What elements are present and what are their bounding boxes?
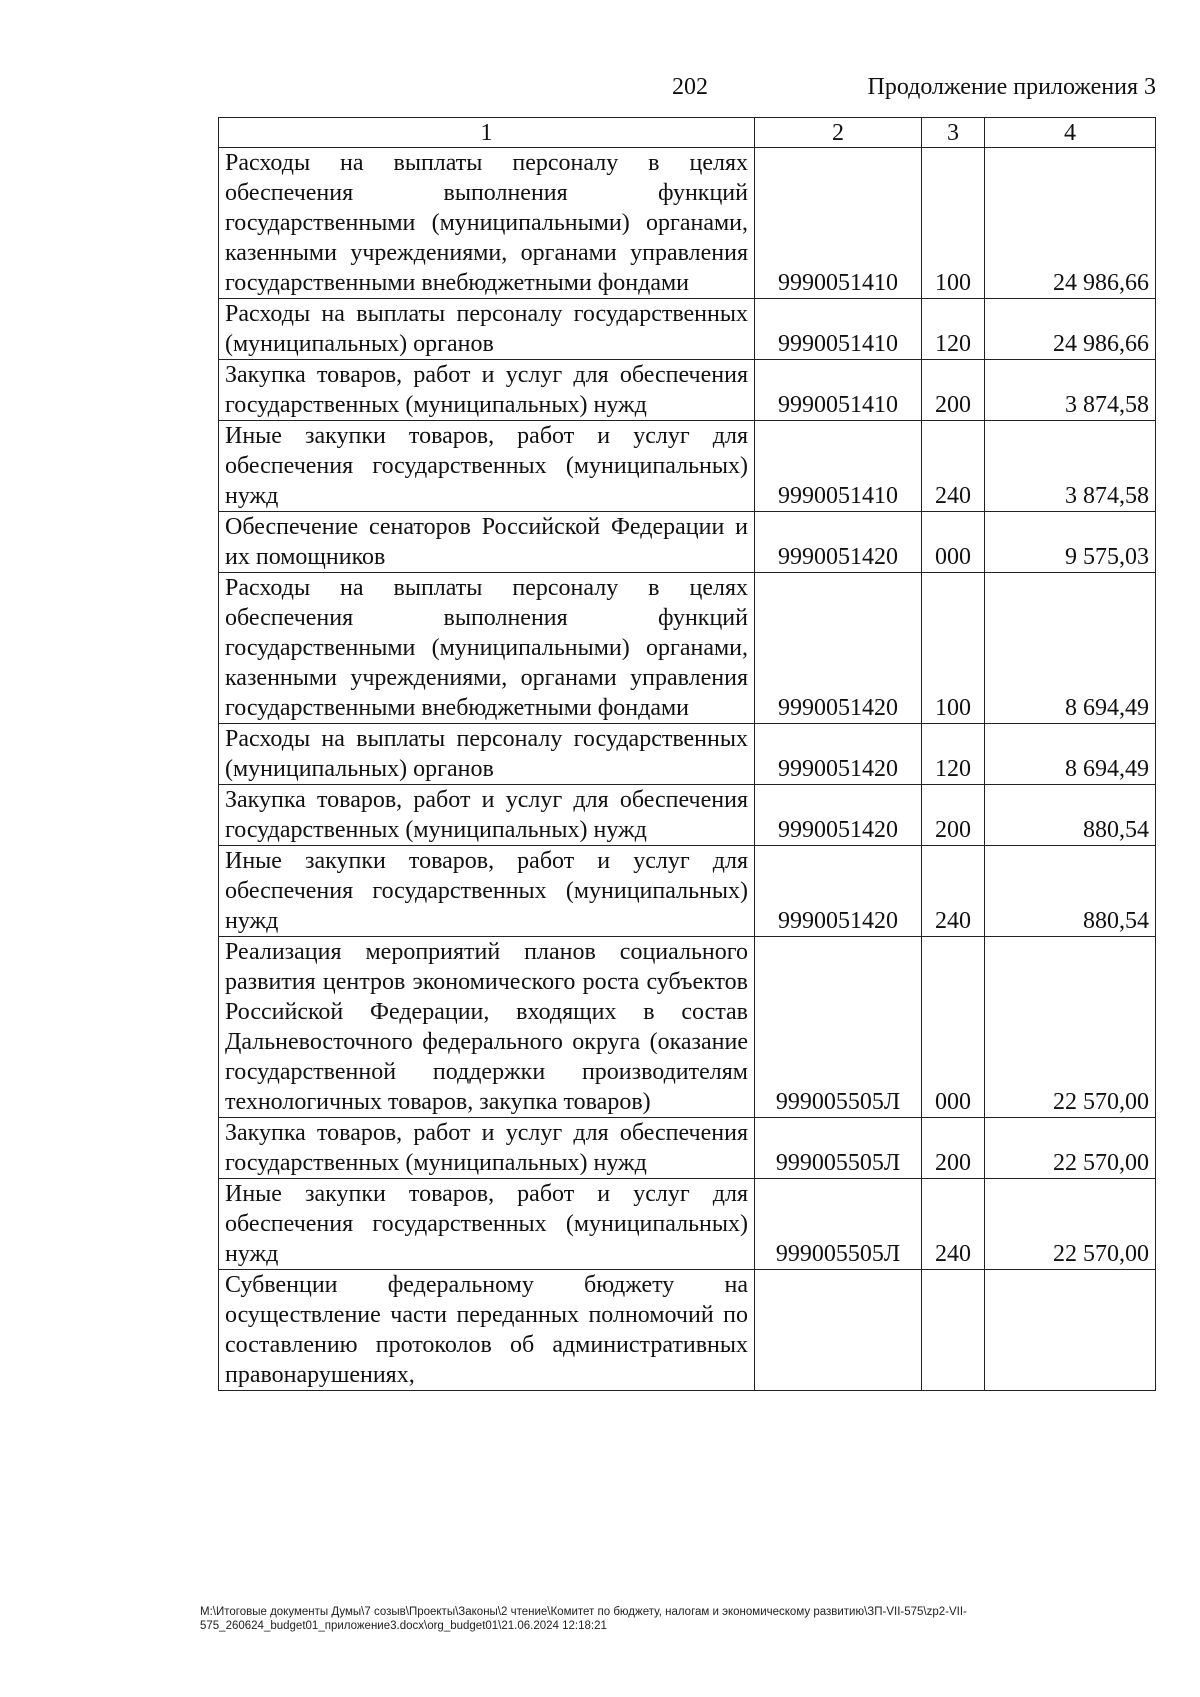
expense-name: Иные закупки товаров, работ и услуг для обеспечения государственных (муниципальных) нужд — [219, 846, 755, 937]
target-code: 9990051410 — [755, 421, 922, 512]
expense-type: 120 — [922, 724, 985, 785]
expense-type: 240 — [922, 846, 985, 937]
target-code: 999005505Л — [755, 1118, 922, 1179]
expense-name: Расходы на выплаты персоналу в целях обеспечения выполнения функций государственными (муниципальными) органами, казенными учреждениями, органами управления государственными внебюджетными фондами — [219, 573, 755, 724]
table-row — [219, 785, 1156, 846]
expense-name: Закупка товаров, работ и услуг для обеспечения государственных (муниципальных) нужд — [219, 785, 755, 846]
expense-name: Субвенции федеральному бюджету на осуществление части переданных полномочий по составлению протоколов об административных правонарушениях, — [219, 1270, 755, 1391]
expense-type: 120 — [922, 299, 985, 360]
expense-name: Иные закупки товаров, работ и услуг для обеспечения государственных (муниципальных) нужд — [219, 1179, 755, 1270]
target-code: 9990051410 — [755, 299, 922, 360]
table-row — [219, 421, 1156, 512]
amount: 8 694,49 — [985, 724, 1156, 785]
target-code: 999005505Л — [755, 937, 922, 1118]
table-row — [219, 360, 1156, 421]
table-row — [219, 148, 1156, 299]
amount: 3 874,58 — [985, 360, 1156, 421]
table-header-row — [219, 118, 1156, 148]
table-row — [219, 1179, 1156, 1270]
target-code: 9990051420 — [755, 846, 922, 937]
target-code — [755, 1270, 922, 1391]
amount: 9 575,03 — [985, 512, 1156, 573]
amount: 24 986,66 — [985, 148, 1156, 299]
target-code: 9990051420 — [755, 512, 922, 573]
expense-name: Закупка товаров, работ и услуг для обеспечения государственных (муниципальных) нужд — [219, 360, 755, 421]
column-header-name: 1 — [219, 118, 755, 148]
target-code: 9990051420 — [755, 573, 922, 724]
table-row — [219, 1118, 1156, 1179]
target-code: 9990051410 — [755, 360, 922, 421]
table-row — [219, 299, 1156, 360]
page-number: 202 — [672, 74, 708, 100]
amount: 22 570,00 — [985, 1179, 1156, 1270]
expense-name: Иные закупки товаров, работ и услуг для обеспечения государственных (муниципальных) нужд — [219, 421, 755, 512]
amount: 24 986,66 — [985, 299, 1156, 360]
expense-type: 000 — [922, 512, 985, 573]
column-header-code: 2 — [755, 118, 922, 148]
document-path-footer: M:\Итоговые документы Думы\7 созыв\Проекты\Законы\2 чтение\Комитет по бюджету, налогам и экономическому развитию\ЗП-VII-575\zp2-VII-575_260624_budget01_приложение3.docx\org_budget01\21.06.2024 12:18:21 — [200, 1606, 967, 1632]
table-row — [219, 512, 1156, 573]
table-row — [219, 573, 1156, 724]
expense-name: Обеспечение сенаторов Российской Федерации и их помощников — [219, 512, 755, 573]
table-row — [219, 937, 1156, 1118]
amount: 880,54 — [985, 846, 1156, 937]
expense-name: Закупка товаров, работ и услуг для обеспечения государственных (муниципальных) нужд — [219, 1118, 755, 1179]
target-code: 9990051410 — [755, 148, 922, 299]
expense-name: Расходы на выплаты персоналу государственных (муниципальных) органов — [219, 299, 755, 360]
budget-table — [218, 117, 1156, 1391]
column-header-amount: 4 — [985, 118, 1156, 148]
amount: 22 570,00 — [985, 937, 1156, 1118]
expense-type: 100 — [922, 573, 985, 724]
amount — [985, 1270, 1156, 1391]
expense-type: 200 — [922, 785, 985, 846]
expense-type: 200 — [922, 1118, 985, 1179]
amount: 3 874,58 — [985, 421, 1156, 512]
table-row — [219, 724, 1156, 785]
expense-name: Расходы на выплаты персоналу государственных (муниципальных) органов — [219, 724, 755, 785]
expense-type — [922, 1270, 985, 1391]
target-code: 9990051420 — [755, 724, 922, 785]
expense-type: 000 — [922, 937, 985, 1118]
appendix-continuation-label: Продолжение приложения 3 — [867, 74, 1156, 100]
amount: 8 694,49 — [985, 573, 1156, 724]
amount: 880,54 — [985, 785, 1156, 846]
expense-type: 240 — [922, 421, 985, 512]
column-header-type: 3 — [922, 118, 985, 148]
expense-name: Расходы на выплаты персоналу в целях обеспечения выполнения функций государственными (муниципальными) органами, казенными учреждениями, органами управления государственными внебюджетными фондами — [219, 148, 755, 299]
table-row — [219, 1270, 1156, 1391]
expense-type: 100 — [922, 148, 985, 299]
expense-name: Реализация мероприятий планов социального развития центров экономического роста субъектов Российской Федерации, входящих в состав Дальневосточного федерального округа (оказание государственной поддержки производителям технологичных товаров, закупка товаров) — [219, 937, 755, 1118]
expense-type: 200 — [922, 360, 985, 421]
target-code: 999005505Л — [755, 1179, 922, 1270]
expense-type: 240 — [922, 1179, 985, 1270]
amount: 22 570,00 — [985, 1118, 1156, 1179]
table-row — [219, 846, 1156, 937]
target-code: 9990051420 — [755, 785, 922, 846]
